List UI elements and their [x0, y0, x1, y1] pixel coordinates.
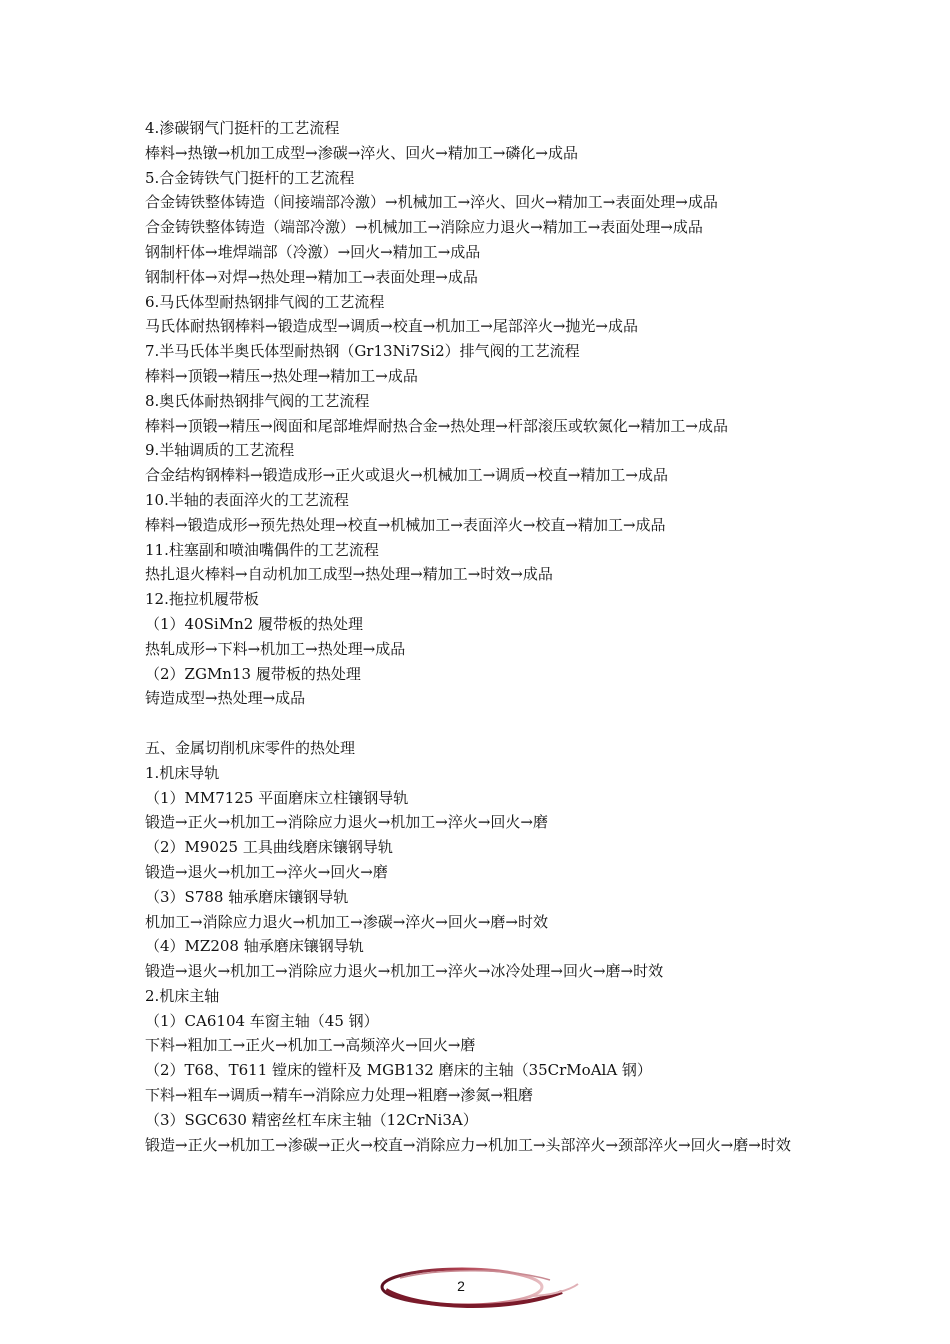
- process-line: 合金铸铁整体铸造（端部冷激）→机械加工→消除应力退火→精加工→表面处理→成品: [145, 218, 703, 237]
- subheading: （4）MZ208 轴承磨床镶钢导轨: [145, 937, 364, 956]
- process-line: 棒料→顶锻→精压→热处理→精加工→成品: [145, 366, 418, 385]
- heading-austenitic-exhaust-valve: 8.奥氏体耐热钢排气阀的工艺流程: [145, 391, 370, 410]
- process-line: 棒料→锻造成形→预先热处理→校直→机械加工→表面淬火→校直→精加工→成品: [145, 515, 666, 534]
- subheading: （2）M9025 工具曲线磨床镶钢导轨: [145, 838, 393, 857]
- heading-tractor-track-plate: 12.拖拉机履带板: [145, 590, 259, 609]
- process-line: 合金铸铁整体铸造（间接端部冷激）→机械加工→淬火、回火→精加工→表面处理→成品: [145, 193, 718, 212]
- heading-machine-tool-spindle: 2.机床主轴: [145, 986, 220, 1005]
- process-line: 钢制杆体→对焊→热处理→精加工→表面处理→成品: [145, 267, 478, 286]
- subheading: （2）T68、T611 镗床的镗杆及 MGB132 磨床的主轴（35CrMoAlA 钢）: [145, 1061, 652, 1080]
- process-line: 马氏体耐热钢棒料→锻造成型→调质→校直→机加工→尾部淬火→抛光→成品: [145, 317, 638, 336]
- process-line: 棒料→热镦→机加工成型→渗碳→淬火、回火→精加工→磷化→成品: [145, 143, 578, 162]
- blank-line: [145, 711, 815, 736]
- subheading: （3）SGC630 精密丝杠车床主轴（12CrNi3A）: [145, 1110, 478, 1129]
- subheading: （1）MM7125 平面磨床立柱镶钢导轨: [145, 788, 409, 807]
- heading-semi-martensitic-exhaust-valve: 7.半马氏体半奥氏体型耐热钢（Gr13Ni7Si2）排气阀的工艺流程: [145, 342, 580, 361]
- process-line: 铸造成型→热处理→成品: [145, 689, 306, 708]
- heading-martensitic-exhaust-valve: 6.马氏体型耐热钢排气阀的工艺流程: [145, 292, 385, 311]
- section-heading-machine-tool-parts: 五、金属切削机床零件的热处理: [145, 738, 356, 757]
- heading-valve-lifter-cast-iron: 5.合金铸铁气门挺杆的工艺流程: [145, 168, 355, 187]
- process-line: 锻造→退火→机加工→消除应力退火→机加工→淬火→冰冷处理→回火→磨→时效: [145, 962, 664, 981]
- heading-valve-lifter-carburized: 4.渗碳钢气门挺杆的工艺流程: [145, 119, 340, 137]
- process-line: 锻造→退火→机加工→淬火→回火→磨: [145, 862, 388, 881]
- process-line: 钢制杆体→堆焊端部（冷激）→回火→精加工→成品: [145, 242, 481, 261]
- heading-half-shaft-surface-quench: 10.半轴的表面淬火的工艺流程: [145, 490, 349, 509]
- process-line: 下料→粗车→调质→精车→消除应力处理→粗磨→渗氮→粗磨: [145, 1086, 533, 1105]
- process-line: 棒料→顶锻→精压→阀面和尾部堆焊耐热合金→热处理→杆部滚压或软氮化→精加工→成品: [145, 416, 728, 435]
- process-line: 合金结构钢棒料→锻造成形→正火或退火→机械加工→调质→校直→精加工→成品: [145, 466, 668, 485]
- subheading: （2）ZGMn13 履带板的热处理: [145, 664, 361, 683]
- heading-half-shaft-quench-temper: 9.半轴调质的工艺流程: [145, 441, 295, 460]
- subheading: （1）40SiMn2 履带板的热处理: [145, 614, 364, 633]
- process-line: 热扎退火棒料→自动机加工成型→热处理→精加工→时效→成品: [145, 565, 553, 584]
- process-line: 锻造→正火→机加工→消除应力退火→机加工→淬火→回火→磨: [145, 813, 548, 832]
- process-line: 机加工→消除应力退火→机加工→渗碳→淬火→回火→磨→时效: [145, 912, 548, 931]
- heading-plunger-nozzle: 11.柱塞副和喷油嘴偶件的工艺流程: [145, 540, 379, 559]
- subheading: （1）CA6104 车窗主轴（45 钢）: [145, 1011, 379, 1030]
- process-line: 热轧成形→下料→机加工→热处理→成品: [145, 639, 406, 658]
- heading-machine-tool-guideway: 1.机床导轨: [145, 763, 220, 782]
- process-line: 锻造→正火→机加工→渗碳→正火→校直→消除应力→机加工→头部淬火→颈部淬火→回火→磨→时效: [145, 1135, 791, 1154]
- page-footer: [380, 1266, 580, 1314]
- document-body: [145, 116, 815, 1157]
- page-number: 2: [457, 1278, 465, 1294]
- subheading: （3）S788 轴承磨床镶钢导轨: [145, 887, 349, 906]
- process-line: 下料→粗加工→正火→机加工→高频淬火→回火→磨: [145, 1036, 476, 1055]
